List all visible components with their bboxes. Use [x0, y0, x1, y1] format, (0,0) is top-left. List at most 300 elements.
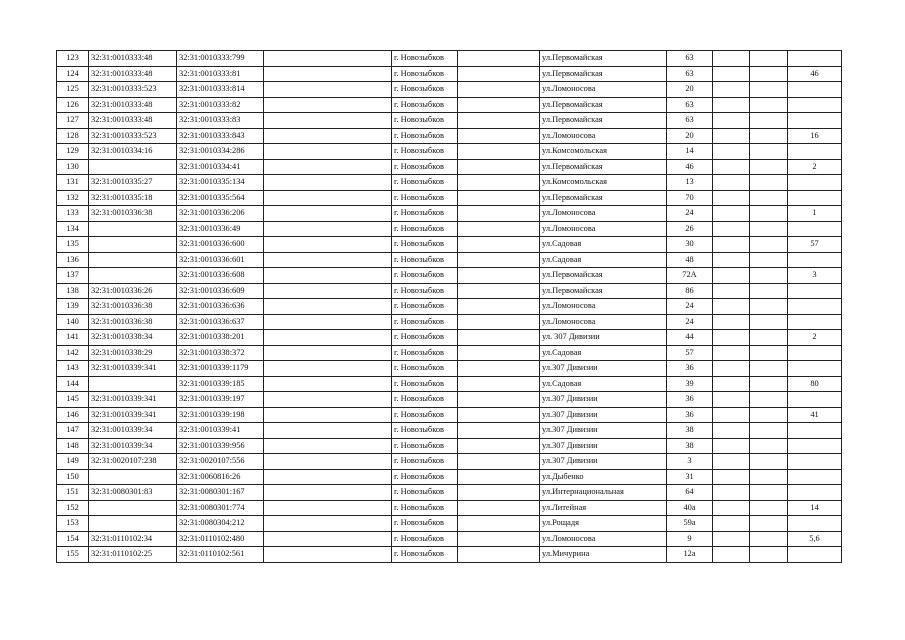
empty-cell [264, 113, 392, 129]
note-cell: 46 [788, 66, 842, 82]
cadastral-number-cell: 32:31:0010333:48 [89, 113, 177, 129]
note-cell [788, 144, 842, 160]
empty-cell [264, 51, 392, 67]
empty-cell [458, 407, 540, 423]
city-cell: г. Новозыбков [392, 454, 458, 470]
street-cell: ул.Ломоносова [540, 128, 667, 144]
empty-cell [264, 392, 392, 408]
cadastral-object-cell: 32:31:0010339:956 [177, 438, 264, 454]
empty-cell [750, 97, 788, 113]
row-number-cell: 136 [57, 252, 89, 268]
table-row [57, 314, 842, 330]
cadastral-number-cell: 32:31:0010338:29 [89, 345, 177, 361]
empty-cell [264, 454, 392, 470]
house-number-cell: 38 [667, 423, 713, 439]
cadastral-number-cell: 32:31:0020107:238 [89, 454, 177, 470]
row-number-cell: 139 [57, 299, 89, 315]
city-cell: г. Новозыбков [392, 252, 458, 268]
empty-cell [264, 268, 392, 284]
note-cell [788, 516, 842, 532]
city-cell: г. Новозыбков [392, 376, 458, 392]
house-number-cell: 20 [667, 128, 713, 144]
cadastral-object-cell: 32:31:0010336:637 [177, 314, 264, 330]
row-number-cell: 131 [57, 175, 89, 191]
cadastral-number-cell [89, 500, 177, 516]
empty-cell [458, 190, 540, 206]
street-cell: ул.Первомайская [540, 113, 667, 129]
table-row [57, 423, 842, 439]
table-row [57, 376, 842, 392]
cadastral-object-cell: 32:31:0010333:814 [177, 82, 264, 98]
table-row [57, 51, 842, 67]
cadastral-number-cell: 32:31:0010336:26 [89, 283, 177, 299]
empty-cell [750, 252, 788, 268]
row-number-cell: 130 [57, 159, 89, 175]
empty-cell [713, 454, 750, 470]
empty-cell [458, 252, 540, 268]
empty-cell [264, 221, 392, 237]
empty-cell [713, 500, 750, 516]
row-number-cell: 129 [57, 144, 89, 160]
house-number-cell: 14 [667, 144, 713, 160]
table-row [57, 128, 842, 144]
street-cell: ул.Комсомольская [540, 144, 667, 160]
row-number-cell: 123 [57, 51, 89, 67]
cadastral-number-cell [89, 221, 177, 237]
row-number-cell: 152 [57, 500, 89, 516]
empty-cell [713, 330, 750, 346]
empty-cell [264, 144, 392, 160]
house-number-cell: 30 [667, 237, 713, 253]
empty-cell [713, 51, 750, 67]
note-cell: 16 [788, 128, 842, 144]
empty-cell [264, 376, 392, 392]
street-cell: ул.307 Дивизии [540, 423, 667, 439]
empty-cell [458, 299, 540, 315]
cadastral-number-cell [89, 376, 177, 392]
street-cell: ул.307 Дивизии [540, 361, 667, 377]
note-cell [788, 175, 842, 191]
cadastral-object-cell: 32:31:0060816:26 [177, 469, 264, 485]
table-row [57, 144, 842, 160]
cadastral-object-cell: 32:31:0010336:206 [177, 206, 264, 222]
table-row [57, 252, 842, 268]
empty-cell [264, 423, 392, 439]
cadastral-number-cell: 32:31:0010339:341 [89, 392, 177, 408]
empty-cell [458, 128, 540, 144]
house-number-cell: 26 [667, 221, 713, 237]
empty-cell [750, 144, 788, 160]
street-cell: ул.Первомайская [540, 283, 667, 299]
street-cell: ул.307 Дивизии [540, 407, 667, 423]
empty-cell [264, 159, 392, 175]
empty-cell [750, 51, 788, 67]
house-number-cell: 44 [667, 330, 713, 346]
note-cell [788, 97, 842, 113]
cadastral-number-cell: 32:31:0080301:83 [89, 485, 177, 501]
empty-cell [713, 392, 750, 408]
empty-cell [713, 407, 750, 423]
house-number-cell: 72А [667, 268, 713, 284]
note-cell: 57 [788, 237, 842, 253]
empty-cell [713, 221, 750, 237]
empty-cell [750, 175, 788, 191]
cadastral-number-cell: 32:31:0010339:341 [89, 361, 177, 377]
empty-cell [264, 469, 392, 485]
empty-cell [264, 283, 392, 299]
table-row [57, 454, 842, 470]
cadastral-object-cell: 32:31:0010333:799 [177, 51, 264, 67]
cadastral-object-cell: 32:31:0110102:561 [177, 547, 264, 563]
empty-cell [458, 113, 540, 129]
table-row [57, 330, 842, 346]
street-cell: ул.Мичурина [540, 547, 667, 563]
empty-cell [458, 268, 540, 284]
cadastral-object-cell: 32:31:0010335:564 [177, 190, 264, 206]
row-number-cell: 135 [57, 237, 89, 253]
cadastral-number-cell: 32:31:0010336:38 [89, 314, 177, 330]
street-cell: ул.Первомайская [540, 51, 667, 67]
street-cell: ул.Ломоносова [540, 314, 667, 330]
row-number-cell: 155 [57, 547, 89, 563]
empty-cell [713, 485, 750, 501]
note-cell [788, 392, 842, 408]
city-cell: г. Новозыбков [392, 221, 458, 237]
cadastral-object-cell: 32:31:0010339:198 [177, 407, 264, 423]
empty-cell [264, 314, 392, 330]
cadastral-object-cell: 32:31:0010336:636 [177, 299, 264, 315]
house-number-cell: 20 [667, 82, 713, 98]
empty-cell [264, 531, 392, 547]
house-number-cell: 24 [667, 206, 713, 222]
empty-cell [264, 330, 392, 346]
street-cell: ул.Первомайская [540, 159, 667, 175]
empty-cell [713, 438, 750, 454]
row-number-cell: 144 [57, 376, 89, 392]
empty-cell [458, 531, 540, 547]
empty-cell [264, 361, 392, 377]
street-cell: ул.307 Дивизии [540, 438, 667, 454]
empty-cell [264, 237, 392, 253]
house-number-cell: 3 [667, 454, 713, 470]
empty-cell [750, 283, 788, 299]
table-row [57, 159, 842, 175]
note-cell [788, 314, 842, 330]
row-number-cell: 133 [57, 206, 89, 222]
house-number-cell: 59а [667, 516, 713, 532]
empty-cell [750, 345, 788, 361]
city-cell: г. Новозыбков [392, 516, 458, 532]
row-number-cell: 145 [57, 392, 89, 408]
house-number-cell: 57 [667, 345, 713, 361]
empty-cell [458, 345, 540, 361]
city-cell: г. Новозыбков [392, 283, 458, 299]
cadastral-number-cell: 32:31:0110102:34 [89, 531, 177, 547]
row-number-cell: 137 [57, 268, 89, 284]
empty-cell [458, 485, 540, 501]
street-cell: ул.Ломоносова [540, 82, 667, 98]
house-number-cell: 36 [667, 407, 713, 423]
street-cell: ул.Ломоносова [540, 206, 667, 222]
house-number-cell: 31 [667, 469, 713, 485]
city-cell: г. Новозыбков [392, 361, 458, 377]
cadastral-number-cell [89, 159, 177, 175]
house-number-cell: 13 [667, 175, 713, 191]
cadastral-number-cell [89, 237, 177, 253]
empty-cell [713, 283, 750, 299]
empty-cell [458, 438, 540, 454]
empty-cell [458, 237, 540, 253]
cadastral-number-cell [89, 268, 177, 284]
empty-cell [750, 531, 788, 547]
city-cell: г. Новозыбков [392, 144, 458, 160]
cadastral-object-cell: 32:31:0010338:201 [177, 330, 264, 346]
table-row [57, 547, 842, 563]
street-cell: ул.Дыбенко [540, 469, 667, 485]
empty-cell [750, 392, 788, 408]
street-cell: ул.Садовая [540, 345, 667, 361]
cadastral-number-cell: 32:31:0010333:48 [89, 97, 177, 113]
house-number-cell: 46 [667, 159, 713, 175]
empty-cell [458, 330, 540, 346]
house-number-cell: 70 [667, 190, 713, 206]
cadastral-object-cell: 32:31:0010336:600 [177, 237, 264, 253]
cadastral-number-cell: 32:31:0010333:48 [89, 51, 177, 67]
empty-cell [458, 376, 540, 392]
empty-cell [713, 128, 750, 144]
row-number-cell: 124 [57, 66, 89, 82]
empty-cell [713, 469, 750, 485]
table-row [57, 516, 842, 532]
note-cell [788, 299, 842, 315]
street-cell: ул.Ломоносова [540, 531, 667, 547]
city-cell: г. Новозыбков [392, 330, 458, 346]
note-cell: 3 [788, 268, 842, 284]
empty-cell [713, 547, 750, 563]
table-row [57, 500, 842, 516]
empty-cell [750, 190, 788, 206]
empty-cell [713, 516, 750, 532]
cadastral-object-cell: 32:31:0010339:197 [177, 392, 264, 408]
table-row [57, 97, 842, 113]
note-cell: 14 [788, 500, 842, 516]
cadastral-number-cell: 32:31:0010334:16 [89, 144, 177, 160]
table-row [57, 345, 842, 361]
empty-cell [264, 299, 392, 315]
empty-cell [458, 423, 540, 439]
empty-cell [458, 51, 540, 67]
cadastral-number-cell: 32:31:0010339:341 [89, 407, 177, 423]
empty-cell [458, 469, 540, 485]
cadastral-object-cell: 32:31:0080301:167 [177, 485, 264, 501]
empty-cell [458, 361, 540, 377]
empty-cell [750, 516, 788, 532]
empty-cell [264, 500, 392, 516]
empty-cell [713, 237, 750, 253]
row-number-cell: 148 [57, 438, 89, 454]
row-number-cell: 151 [57, 485, 89, 501]
empty-cell [750, 454, 788, 470]
row-number-cell: 134 [57, 221, 89, 237]
note-cell [788, 361, 842, 377]
empty-cell [713, 268, 750, 284]
city-cell: г. Новозыбков [392, 190, 458, 206]
city-cell: г. Новозыбков [392, 113, 458, 129]
empty-cell [750, 485, 788, 501]
house-number-cell: 48 [667, 252, 713, 268]
note-cell [788, 283, 842, 299]
table-row [57, 237, 842, 253]
cadastral-number-cell: 32:31:0110102:25 [89, 547, 177, 563]
empty-cell [713, 376, 750, 392]
empty-cell [750, 407, 788, 423]
city-cell: г. Новозыбков [392, 159, 458, 175]
cadastral-number-cell: 32:31:0010333:523 [89, 128, 177, 144]
row-number-cell: 153 [57, 516, 89, 532]
city-cell: г. Новозыбков [392, 82, 458, 98]
cadastral-number-cell: 32:31:0010333:523 [89, 82, 177, 98]
cadastral-object-cell: 32:31:0010336:49 [177, 221, 264, 237]
house-number-cell: 24 [667, 314, 713, 330]
empty-cell [750, 376, 788, 392]
house-number-cell: 63 [667, 66, 713, 82]
empty-cell [458, 97, 540, 113]
row-number-cell: 126 [57, 97, 89, 113]
empty-cell [750, 268, 788, 284]
house-number-cell: 24 [667, 299, 713, 315]
city-cell: г. Новозыбков [392, 547, 458, 563]
empty-cell [264, 438, 392, 454]
empty-cell [750, 500, 788, 516]
street-cell: ул.307 Дивизии [540, 454, 667, 470]
city-cell: г. Новозыбков [392, 500, 458, 516]
city-cell: г. Новозыбков [392, 485, 458, 501]
empty-cell [264, 190, 392, 206]
empty-cell [750, 547, 788, 563]
note-cell [788, 438, 842, 454]
city-cell: г. Новозыбков [392, 237, 458, 253]
street-cell: ул. 307 Дивизии [540, 330, 667, 346]
empty-cell [458, 547, 540, 563]
row-number-cell: 143 [57, 361, 89, 377]
cadastral-object-cell: 32:31:0080301:774 [177, 500, 264, 516]
table-body [57, 51, 842, 563]
cadastral-number-cell: 32:31:0010336:38 [89, 206, 177, 222]
cadastral-number-cell: 32:31:0010335:18 [89, 190, 177, 206]
note-cell [788, 113, 842, 129]
empty-cell [264, 175, 392, 191]
cadastral-object-cell: 32:31:0010333:83 [177, 113, 264, 129]
street-cell: ул.Ломоносова [540, 221, 667, 237]
city-cell: г. Новозыбков [392, 299, 458, 315]
empty-cell [264, 407, 392, 423]
house-number-cell: 39 [667, 376, 713, 392]
house-number-cell: 86 [667, 283, 713, 299]
note-cell: 80 [788, 376, 842, 392]
table-row [57, 206, 842, 222]
row-number-cell: 154 [57, 531, 89, 547]
row-number-cell: 146 [57, 407, 89, 423]
table-row [57, 361, 842, 377]
city-cell: г. Новозыбков [392, 423, 458, 439]
empty-cell [264, 128, 392, 144]
city-cell: г. Новозыбков [392, 206, 458, 222]
cadastral-number-cell [89, 469, 177, 485]
empty-cell [750, 299, 788, 315]
empty-cell [750, 206, 788, 222]
empty-cell [713, 190, 750, 206]
empty-cell [713, 113, 750, 129]
cadastral-object-cell: 32:31:0010334:286 [177, 144, 264, 160]
empty-cell [264, 206, 392, 222]
empty-cell [750, 128, 788, 144]
house-number-cell: 36 [667, 392, 713, 408]
cadastral-object-cell: 32:31:0010339:185 [177, 376, 264, 392]
empty-cell [713, 361, 750, 377]
table-row [57, 66, 842, 82]
table-row [57, 268, 842, 284]
row-number-cell: 132 [57, 190, 89, 206]
cadastral-object-cell: 32:31:0010336:609 [177, 283, 264, 299]
note-cell [788, 51, 842, 67]
house-number-cell: 12а [667, 547, 713, 563]
row-number-cell: 138 [57, 283, 89, 299]
city-cell: г. Новозыбков [392, 128, 458, 144]
note-cell [788, 454, 842, 470]
empty-cell [458, 221, 540, 237]
city-cell: г. Новозыбков [392, 531, 458, 547]
empty-cell [264, 345, 392, 361]
cadastral-object-cell: 32:31:0010338:372 [177, 345, 264, 361]
empty-cell [713, 252, 750, 268]
note-cell [788, 221, 842, 237]
empty-cell [750, 423, 788, 439]
empty-cell [713, 97, 750, 113]
street-cell: ул.Садовая [540, 237, 667, 253]
empty-cell [458, 454, 540, 470]
note-cell [788, 485, 842, 501]
cadastral-object-cell: 32:31:0010333:81 [177, 66, 264, 82]
empty-cell [264, 485, 392, 501]
table-row [57, 485, 842, 501]
empty-cell [750, 159, 788, 175]
cadastral-object-cell: 32:31:0010333:82 [177, 97, 264, 113]
city-cell: г. Новозыбков [392, 314, 458, 330]
city-cell: г. Новозыбков [392, 345, 458, 361]
note-cell: 5,6 [788, 531, 842, 547]
empty-cell [750, 438, 788, 454]
row-number-cell: 125 [57, 82, 89, 98]
empty-cell [264, 547, 392, 563]
street-cell: ул.Садовая [540, 252, 667, 268]
empty-cell [264, 97, 392, 113]
empty-cell [458, 500, 540, 516]
empty-cell [750, 314, 788, 330]
note-cell [788, 423, 842, 439]
note-cell: 1 [788, 206, 842, 222]
row-number-cell: 141 [57, 330, 89, 346]
empty-cell [713, 175, 750, 191]
cadastral-object-cell: 32:31:0020107:556 [177, 454, 264, 470]
note-cell [788, 547, 842, 563]
table-row [57, 113, 842, 129]
empty-cell [713, 299, 750, 315]
empty-cell [750, 237, 788, 253]
city-cell: г. Новозыбков [392, 438, 458, 454]
table-row [57, 283, 842, 299]
row-number-cell: 127 [57, 113, 89, 129]
empty-cell [458, 66, 540, 82]
